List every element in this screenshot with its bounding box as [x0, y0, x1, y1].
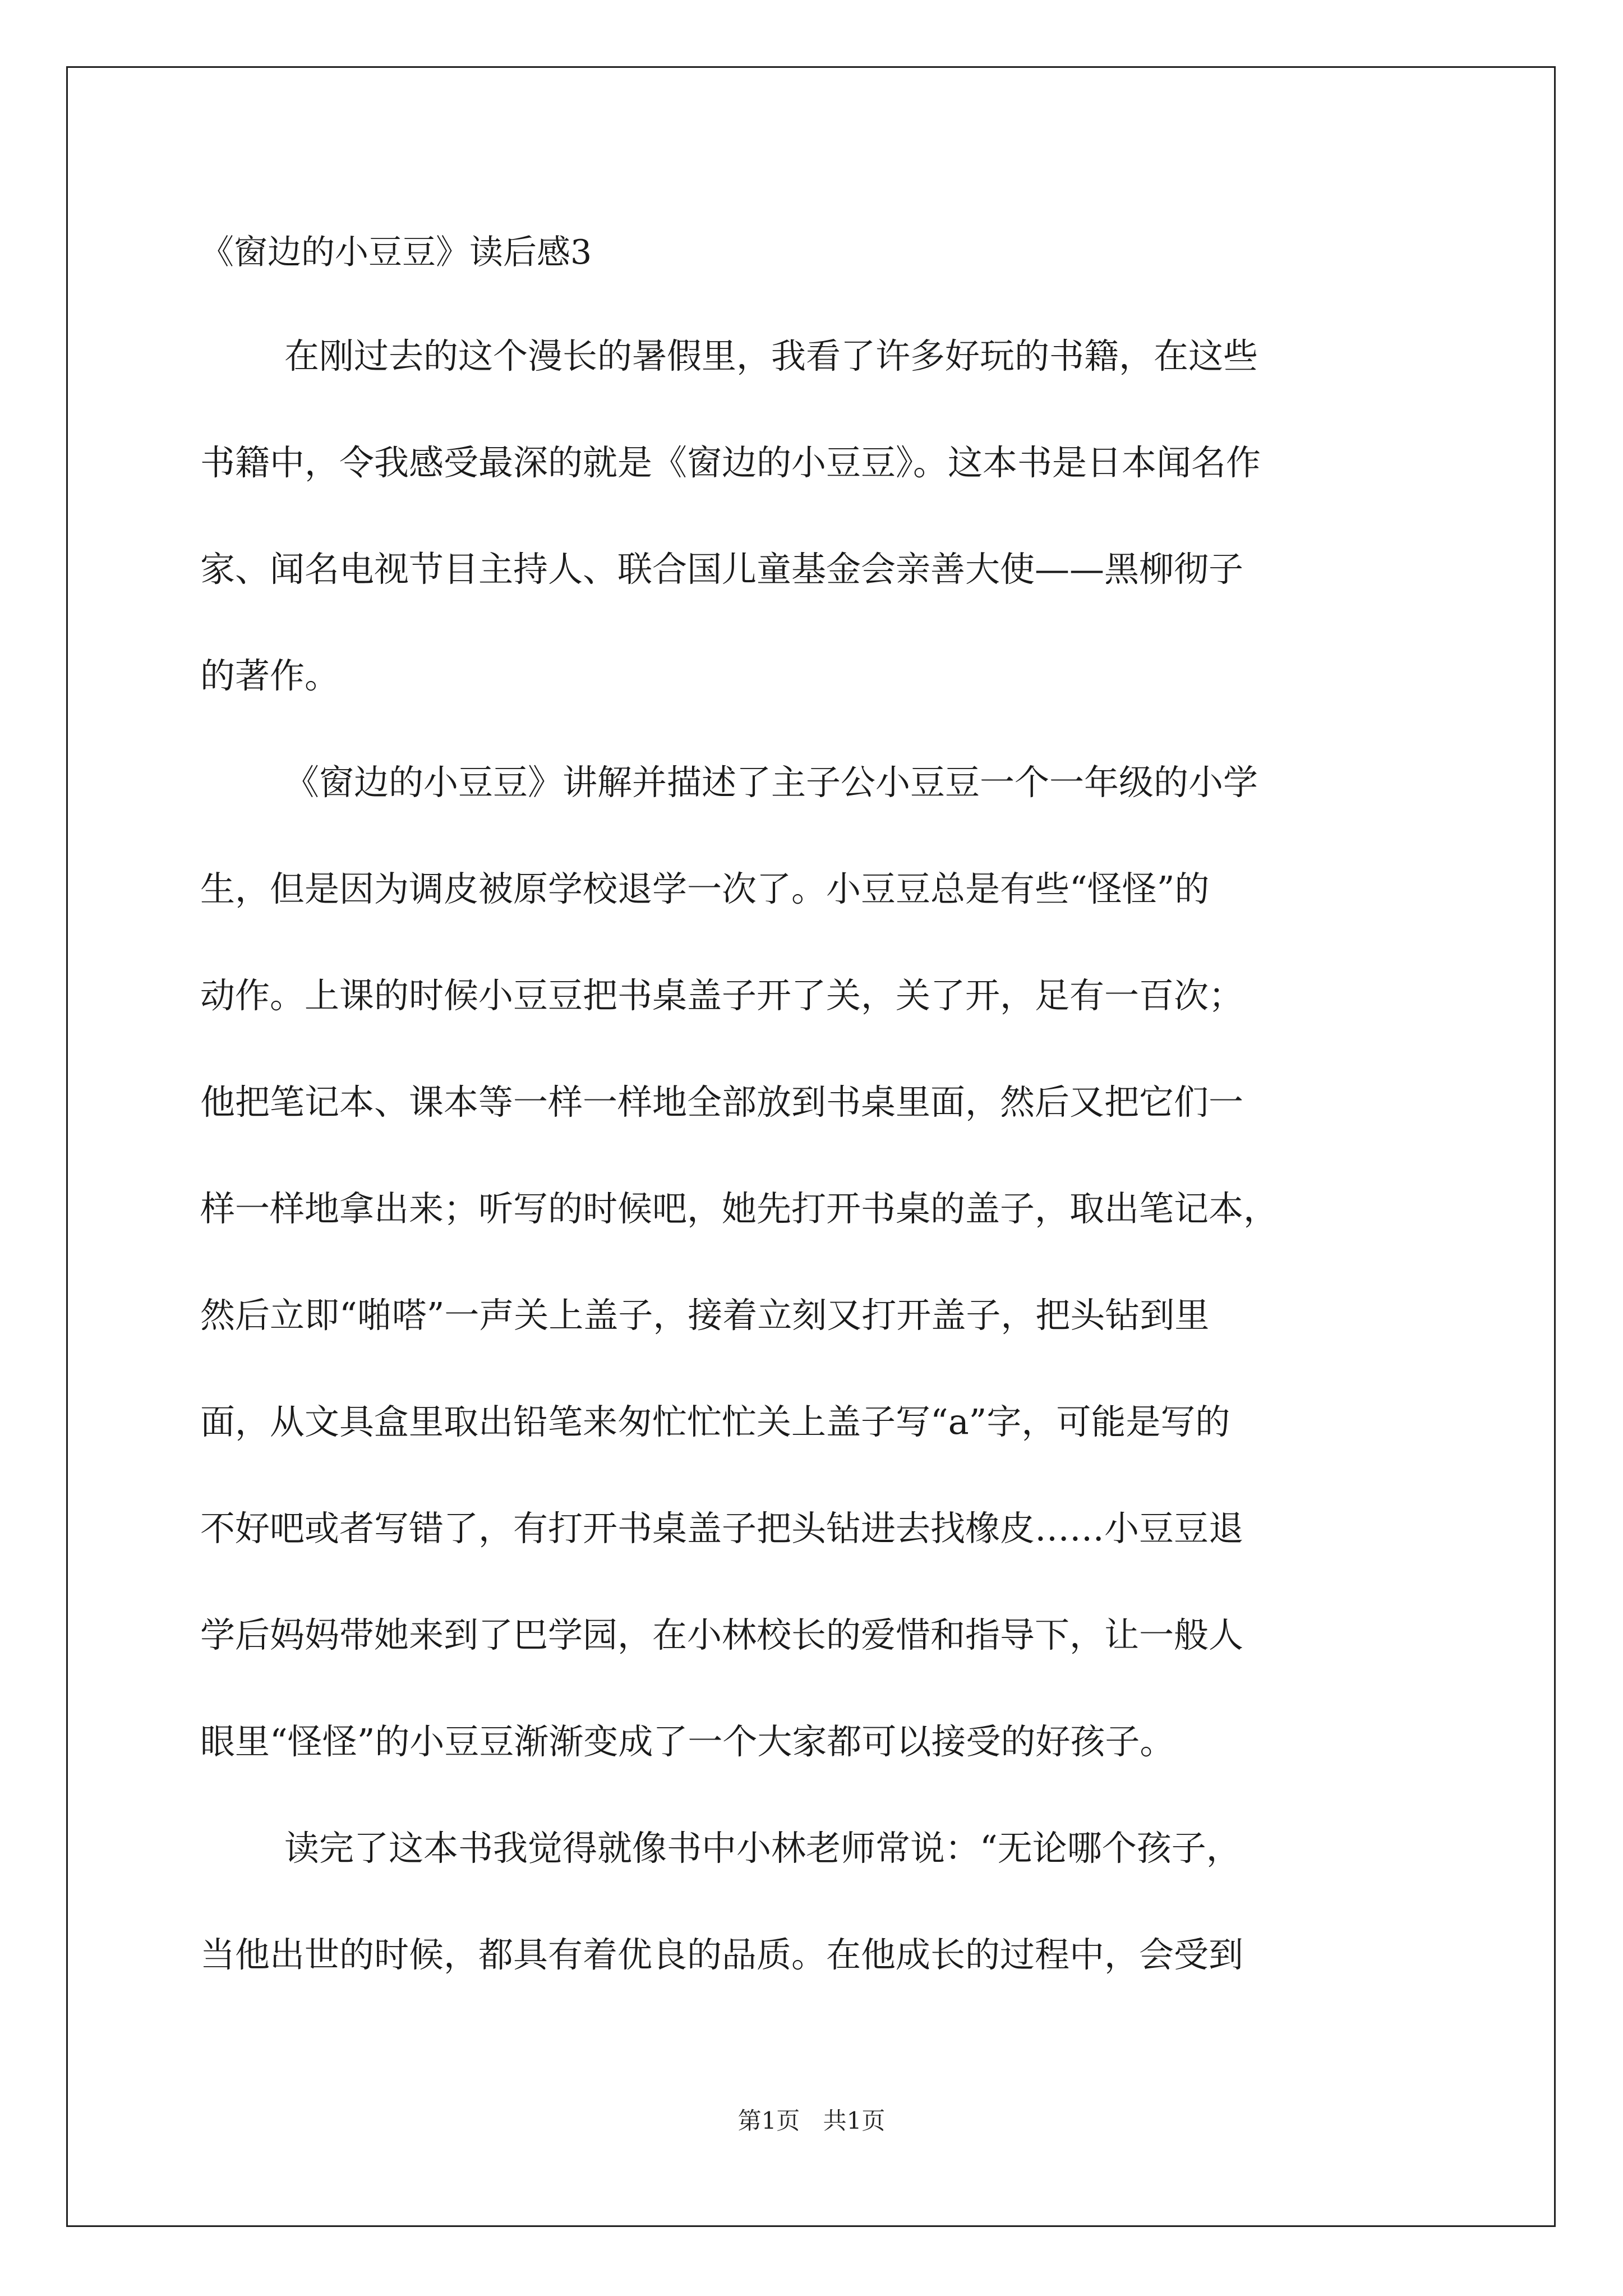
page-number: 第1页	[737, 2107, 800, 2134]
document-body	[200, 222, 1423, 2025]
paragraph-2	[200, 746, 1423, 1812]
text-line: 不好吧或者写错了，有打开书桌盖子把头钻进去找橡皮……小豆豆退	[200, 1508, 1244, 1549]
page-footer	[0, 2102, 1623, 2136]
text-line: 《窗边的小豆豆》讲解并描述了主子公小豆豆一个一年级的小学	[284, 762, 1258, 803]
text-line: 生，但是因为调皮被原学校退学一次了。小豆豆总是有些“怪怪”的	[200, 868, 1210, 909]
text-line: 家、闻名电视节目主持人、联合国儿童基金会亲善大使——黑柳彻子	[200, 549, 1244, 590]
text-line: 当他出世的时候，都具有着优良的品质。在他成长的过程中，会受到	[200, 1934, 1244, 1975]
paragraph-3	[200, 1812, 1423, 2025]
text-line: 眼里“怪怪”的小豆豆渐渐变成了一个大家都可以接受的好孩子。	[200, 1721, 1175, 1762]
page-total: 共1页	[823, 2107, 886, 2134]
text-line: 然后立即“啪嗒”一声关上盖子，接着立刻又打开盖子，把头钻到里	[200, 1295, 1210, 1336]
text-line: 他把笔记本、课本等一样一样地全部放到书桌里面，然后又把它们一	[200, 1082, 1244, 1122]
text-line: 的著作。	[200, 655, 340, 696]
document-title: 《窗边的小豆豆》读后感3	[200, 233, 592, 272]
text-line: 在刚过去的这个漫长的暑假里，我看了许多好玩的书籍，在这些	[284, 335, 1258, 376]
paragraph-1	[200, 320, 1423, 746]
text-line: 样一样地拿出来；听写的时候吧，她先打开书桌的盖子，取出笔记本，	[200, 1188, 1279, 1229]
text-line: 动作。上课的时候小豆豆把书桌盖子开了关，关了开，足有一百次；	[200, 975, 1244, 1016]
text-line: 面，从文具盒里取出铅笔来匆忙忙忙关上盖子写“a”字，可能是写的	[200, 1401, 1230, 1442]
text-line: 读完了这本书我觉得就像书中小林老师常说：“无论哪个孩子，	[284, 1828, 1241, 1869]
text-line: 学后妈妈带她来到了巴学园，在小林校长的爱惜和指导下，让一般人	[200, 1614, 1244, 1655]
text-line: 书籍中，令我感受最深的就是《窗边的小豆豆》。这本书是日本闻名作	[200, 442, 1261, 483]
